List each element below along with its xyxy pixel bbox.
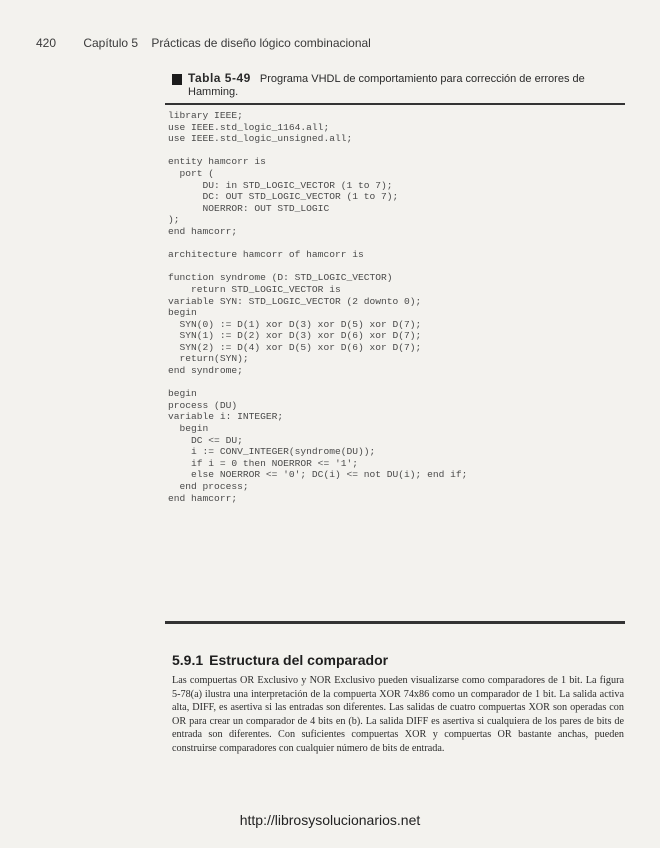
code-line [168, 261, 618, 273]
code-line: ); [168, 214, 180, 226]
code-line: end process; [168, 481, 249, 492]
code-line: else NOERROR <= '0'; DC(i) <= not DU(i); end if; [168, 469, 468, 481]
code-line: return STD_LOGIC_VECTOR is [168, 283, 341, 295]
code-line: function syndrome (D: STD_LOGIC_VECTOR) [168, 272, 393, 284]
code-line: begin [168, 307, 197, 319]
code-line: SYN(0) := D(1) xor D(3) xor D(5) xor D(7); [168, 318, 422, 330]
table-bottom-rule [165, 621, 625, 624]
code-line: end hamcorr; [168, 225, 238, 237]
code-line: use IEEE.std_logic_1164.all; [168, 121, 330, 133]
code-line: end hamcorr; [168, 492, 238, 504]
code-line: return(SYN); [168, 353, 249, 365]
code-line: variable SYN: STD_LOGIC_VECTOR (2 downto 0); [168, 295, 422, 307]
code-line: library IEEE; [168, 110, 243, 121]
section-paragraph: Las compuertas OR Exclusivo y NOR Exclusivo pueden visualizarse como comparadores de 1 bit. La figura 5-78(a) ilustra una interpretación de la compuerta XOR 74x86 como un comparador de 1 bit. La salida activa alta, DIFF, es asertiva si las entradas son diferentes. Las salidas de cuatro compuertas XOR son operadas con OR para crear un comparador de 4 bits en (b). La salida DIFF es asertiva si cualquiera de los pares de bits de entrada son diferentes. Con suficientes compuertas XOR y compuertas OR bastante anchas, pueden construirse comparadores con cualquier número de bits de entrada. [172, 675, 624, 754]
section-number: 5.9.1 [172, 652, 204, 668]
vhdl-code-listing [168, 110, 618, 504]
code-line: DC <= DU; [168, 434, 243, 446]
section [172, 652, 624, 756]
code-line: end syndrome; [168, 365, 243, 377]
code-line: i := CONV_INTEGER(syndrome(DU)); [168, 446, 376, 458]
code-line: begin [168, 388, 197, 400]
code-line: port ( [168, 167, 215, 179]
table-title: Programa VHDL de comportamiento para corrección de errores de Hamming. [188, 73, 585, 98]
code-line: DC: OUT STD_LOGIC_VECTOR (1 to 7); [168, 191, 399, 203]
code-line: process (DU) [168, 399, 238, 411]
code-line: use IEEE.std_logic_unsigned.all; [168, 133, 353, 145]
code-line: begin [168, 423, 209, 435]
table-label: Tabla 5-49 [188, 71, 251, 85]
code-line: SYN(2) := D(4) xor D(5) xor D(6) xor D(7); [168, 341, 422, 353]
page-header [36, 36, 636, 50]
code-line: DU: in STD_LOGIC_VECTOR (1 to 7); [168, 179, 393, 191]
code-line: entity hamcorr is [168, 156, 266, 168]
code-line: architecture hamcorr of hamcorr is [168, 249, 364, 261]
footer-url: http://librosysolucionarios.net [239, 812, 421, 828]
code-line: if i = 0 then NOERROR <= '1'; [168, 457, 358, 469]
chapter-title: Prácticas de diseño lógico combinacional [151, 36, 371, 50]
caption-square-icon [172, 74, 182, 85]
page-number: 420 [36, 36, 57, 50]
table-top-rule [165, 103, 625, 105]
table-caption [172, 72, 620, 99]
code-line [168, 145, 618, 157]
chapter-label: Capítulo 5 [83, 36, 139, 50]
code-line: SYN(1) := D(2) xor D(3) xor D(6) xor D(7); [168, 330, 422, 342]
code-line: NOERROR: OUT STD_LOGIC [168, 202, 330, 214]
code-line [168, 377, 618, 389]
section-title: Estructura del comparador [209, 652, 389, 668]
code-line: variable i: INTEGER; [168, 411, 284, 423]
code-line [168, 238, 618, 250]
section-heading [172, 652, 624, 668]
